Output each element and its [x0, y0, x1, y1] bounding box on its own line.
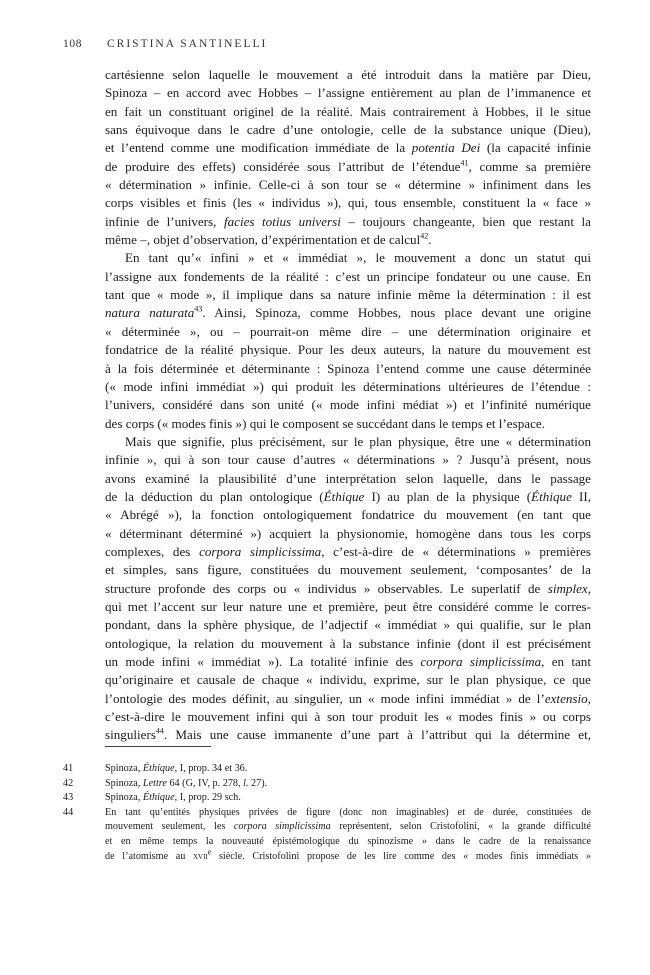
body-line: [105, 580, 591, 598]
italic-term: Éthique: [531, 488, 572, 504]
text-run: (« mode infini immédiat ») qui produit les déterminations ultérieures de l’étendue :: [105, 378, 591, 394]
body-line: [105, 635, 591, 653]
body-line: [105, 176, 591, 194]
text-run: et simples, sans figure, constituées du mouvement seulement, ‘composantes’ de la: [105, 562, 591, 578]
text-run: Lettre: [142, 777, 167, 789]
text-run: représentent, selon Cristofolini, « la grande difficulté: [330, 821, 592, 833]
text-run: ontologique, la relation du mouvement à la substance infinie (dont il est précisément: [105, 635, 591, 651]
text-run: Éthique: [142, 763, 175, 774]
running-header: [63, 38, 267, 50]
footnote-line: [105, 847, 591, 865]
text-run: sans équivoque dans le cadre d’une ontologie, celle de la substance unique (Dieu),: [105, 122, 591, 138]
text-run: , I, prop. 29 sch.: [174, 792, 241, 804]
running-head-author: CRISTINA SANTINELLI: [107, 38, 268, 50]
text-run: (la capacité infinie: [480, 140, 591, 156]
italic-term: Éthique: [323, 488, 365, 504]
text-run: Spinoza,: [105, 792, 143, 804]
body-line: [105, 194, 591, 212]
text-run: fondatrice de la réalité physique. Pour les deux auteurs, la nature du mouvement est: [105, 342, 591, 358]
body-line: [105, 268, 591, 286]
italic-term: corpora simplicissima: [420, 654, 542, 669]
footnote-line: [105, 791, 591, 806]
footnote-separator: [105, 746, 211, 747]
text-run: – toujours changeante, bien que restant la: [340, 213, 591, 229]
footnote-number: 41: [63, 763, 74, 774]
text-run: 27).: [248, 777, 268, 789]
text-run: « Abrégé »), la fonction ontologiquement fondatrice du mouvement (en tant que: [105, 507, 591, 523]
text-run: en fait un constituant originel de la réalité. Mais contrairement à Hobbes, il le situe: [105, 103, 591, 119]
text-run: « déterminant déterminé ») acquiert la physionomie, homogène dans tous les corps: [105, 525, 591, 541]
text-run: avons examiné la plausibilité d’une interprétation selon laquelle, dans le passage: [105, 470, 591, 486]
body-line: [105, 139, 591, 157]
italic-term: simplex: [547, 580, 588, 596]
text-run: cartésienne selon laquelle le mouvement a été introduit dans la matière par Dieu,: [105, 67, 591, 82]
footnote-ref: 42: [420, 231, 429, 241]
text-run: tant que « mode », il implique dans sa nature infinie même la détermination : il est: [105, 287, 591, 303]
italic-term: facies totius universi: [223, 213, 341, 229]
text-run: structure profonde des corps ou « individus » observables. Le superlatif de: [105, 580, 548, 596]
body-line: [105, 451, 591, 469]
text-run: corps visibles et finis (les « individus »), qui, tous ensemble, constituent la « face »: [105, 195, 591, 211]
text-run: l.: [243, 777, 249, 789]
text-run: Mais que signifie, plus précisément, sur le plan physique, être une « détermination: [125, 433, 591, 449]
text-run: En tant qu’« infini » et « immédiat », le mouvement a donc un statut qui: [125, 250, 591, 266]
text-run: Spinoza,: [105, 777, 143, 789]
text-run: e: [207, 847, 212, 857]
italic-term: natura naturata: [105, 305, 195, 321]
body-line: [105, 158, 591, 176]
footnote-line: [105, 835, 591, 850]
text-run: des corps (« modes finis ») qui le composent se succédant dans le temps et l’espace.: [105, 415, 545, 431]
italic-term: corpora simplicissima: [199, 543, 322, 559]
text-run: qu’originaire et causale de chaque « individu, exprime, sur le plan physique, ce que: [105, 672, 591, 688]
footnote-ref: 43: [194, 305, 203, 315]
body-line: [105, 488, 591, 506]
text-run: 64 (G, IV, p. 278,: [166, 777, 244, 789]
text-run: xvii: [192, 850, 208, 862]
body-line: [105, 415, 591, 433]
text-run: I) au plan de la physique (: [364, 488, 532, 504]
text-run: corpora simplicissima: [233, 821, 331, 833]
body-line: [105, 304, 591, 322]
page-number: 108: [63, 38, 83, 50]
body-line: [105, 121, 591, 139]
body-line: [105, 66, 591, 84]
text-run: , en tant: [541, 654, 591, 669]
footnote: [63, 791, 591, 806]
footnotes: [63, 762, 591, 864]
body-line: [105, 103, 591, 121]
body-line: [105, 653, 591, 671]
text-run: infinie », qui à son tour cause d’autres « déterminations » ? Jusqu’à présent, nous: [105, 452, 591, 468]
text-run: , I, prop. 34 et 36.: [174, 763, 248, 774]
italic-term: extensio: [544, 690, 588, 706]
text-run: et l’entend comme une modification immédiate de la: [105, 140, 412, 156]
text-run: En tant qu’entités physiques privées de figure (donc non imaginables) et de durée, constituées de: [105, 806, 591, 818]
body-line: [105, 726, 591, 744]
text-run: l’assigne aux fondements de la réalité : c’est un principe fondateur ou une cause. En: [105, 268, 591, 284]
body-line: [105, 525, 591, 543]
text-run: , c’est-à-dire de « déterminations » premières: [321, 543, 591, 559]
body-line: [105, 84, 591, 102]
text-run: siècle. Cristofolini propose de les lire comme des « modes finis immédiats »: [211, 850, 591, 862]
footnote-line: [105, 762, 591, 777]
body-line: [105, 598, 591, 616]
body-line: [105, 341, 591, 359]
text-run: infinie de l’univers,: [105, 213, 224, 229]
text-run: Éthique: [142, 792, 175, 804]
footnote: [63, 762, 591, 777]
text-run: « déterminée », ou – pourrait-on même dire – une détermination originaire et: [105, 323, 591, 339]
footnote-line: [105, 820, 591, 835]
text-run: c’est-à-dire le mouvement infini qui à son tour produit les « modes finis » ou corps: [105, 709, 591, 725]
body-line: [105, 249, 591, 267]
text-run: mouvement seulement, les: [105, 821, 234, 833]
text-run: . Mais une cause immanente d’une part à l’attribut qui la détermine et,: [163, 727, 591, 743]
body-line: [105, 671, 591, 689]
text-run: . Ainsi, Spinoza, comme Hobbes, nous place devant une origine: [202, 305, 591, 321]
footnote-line: [105, 777, 591, 792]
text-run: ,: [587, 580, 591, 596]
text-run: « détermination » infinie. Celle-ci à son tour se « détermine » infiniment dans les: [105, 177, 591, 193]
text-run: Spinoza,: [105, 763, 143, 774]
body-line: [105, 231, 591, 249]
text-run: ,: [587, 690, 591, 706]
text-run: un mode infini « immédiat »). La totalité infinie des: [105, 654, 421, 669]
text-run: l’univers, considéré dans son unité (« mode infini médiat ») et l’infinité numérique: [105, 397, 591, 413]
footnote-number: 44: [63, 806, 74, 818]
body-line: [105, 470, 591, 488]
footnote-line: [105, 806, 591, 821]
body-line: [105, 378, 591, 396]
text-run: complexes, des: [105, 543, 200, 559]
text-run: pondant, dans la sphère physique, de l’adjectif « immédiat » qui qualifie, sur le plan: [105, 617, 591, 633]
body-line: [105, 323, 591, 341]
text-run: Spinoza – en accord avec Hobbes – l’assigne entièrement au plan de l’immanence et: [105, 85, 591, 101]
text-run: , comme sa première: [468, 158, 591, 174]
footnote-ref: 44: [155, 727, 164, 737]
footnote-number: 43: [63, 792, 74, 804]
body-line: [105, 616, 591, 634]
footnote-number: 42: [63, 777, 74, 789]
italic-term: potentia Dei: [411, 140, 481, 156]
text-run: II,: [571, 488, 591, 504]
text-run: à la fois déterminée et déterminante : Spinoza l’entend comme une cause déterminée: [105, 360, 591, 376]
text-run: qui met l’accent sur leur nature une et première, peut être considéré comme le corres-: [105, 598, 591, 614]
text-run: de l’atomisme au: [105, 850, 193, 862]
text-run: singuliers: [105, 727, 156, 743]
body-text: [105, 66, 591, 745]
text-run: l’ontologie des modes définit, au singulier, un « mode infini immédiat » de l’: [105, 690, 545, 706]
body-line: [105, 286, 591, 304]
body-line: [105, 360, 591, 378]
body-line: [105, 433, 591, 451]
body-line: [105, 690, 591, 708]
footnote-ref: 41: [460, 158, 469, 168]
footnote: [63, 777, 591, 792]
body-line: [105, 543, 591, 561]
body-line: [105, 561, 591, 579]
text-run: .: [428, 232, 432, 248]
text-run: de la déduction du plan ontologique (: [105, 488, 324, 504]
body-line: [105, 396, 591, 414]
body-line: [105, 213, 591, 231]
body-line: [105, 708, 591, 726]
body-line: [105, 506, 591, 524]
footnote: [63, 806, 591, 864]
text-run: et en même temps la nouveauté épistémologique du spinozisme » dans le cadre de la renaissance: [105, 835, 591, 847]
text-run: de produire des effets) considérée sous l’attribut de l’étendue: [105, 158, 461, 174]
text-run: même –, objet d’observation, d’expérimentation et de calcul: [105, 232, 421, 248]
